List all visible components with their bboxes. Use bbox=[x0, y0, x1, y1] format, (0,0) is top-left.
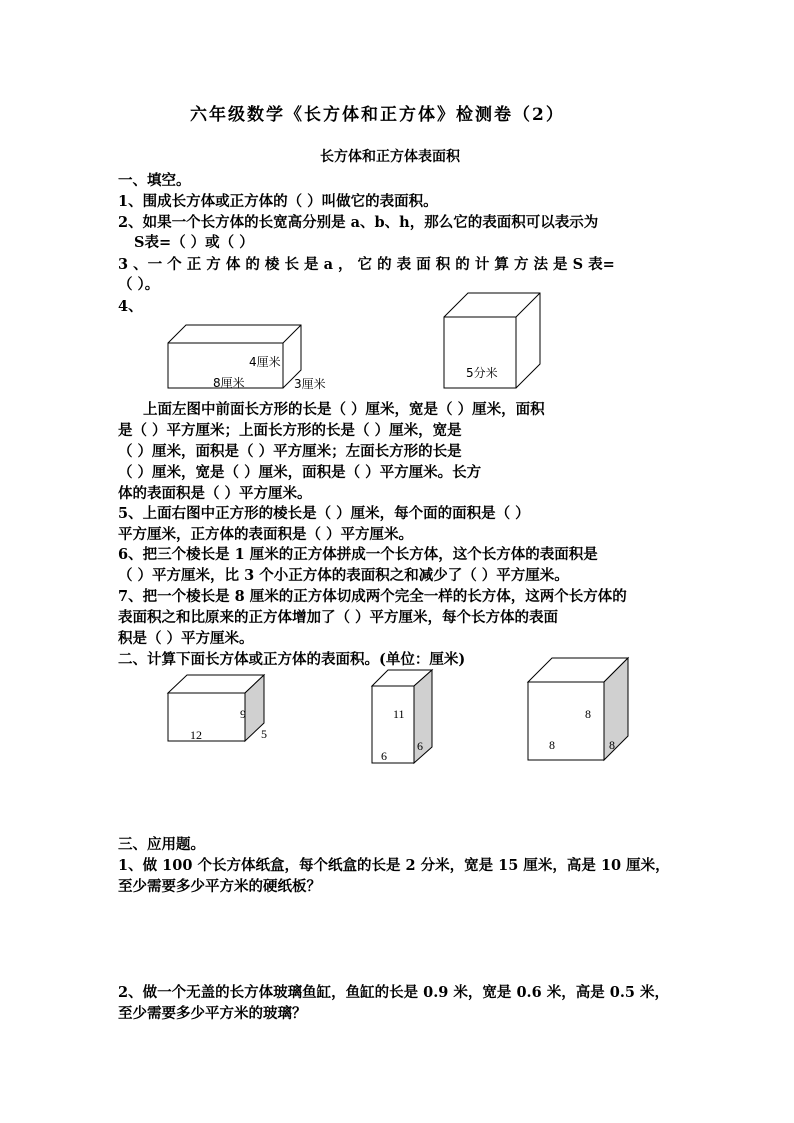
question-2-line2: S表=（ ）或（ ） bbox=[134, 234, 254, 251]
app-question-2-line2: 至少需要多少平方米的玻璃？ bbox=[118, 1005, 307, 1022]
page-title: 六年级数学《长方体和正方体》检测卷（2） bbox=[190, 105, 565, 125]
section1-heading: 一、填空。 bbox=[118, 172, 191, 189]
box-a-length-label: 12 bbox=[190, 728, 202, 742]
box-a-figure bbox=[168, 675, 264, 741]
question-4-label: 4、 bbox=[118, 298, 143, 315]
section3-heading: 三、应用题。 bbox=[118, 836, 205, 853]
box-b-width-label: 6 bbox=[417, 739, 423, 753]
page-subtitle: 长方体和正方体表面积 bbox=[320, 149, 460, 165]
q4-para-line5: 体的表面积是（ ）平方厘米。 bbox=[118, 485, 312, 502]
question-3-line2: （ ）。 bbox=[118, 276, 160, 293]
q4-para-line1: 上面左图中前面长方形的长是（ ）厘米，宽是（ ）厘米，面积 bbox=[143, 401, 545, 418]
cube-edge-label: 5分米 bbox=[466, 366, 498, 380]
q4-para-line2: 是（ ）平方厘米；上面长方形的长是（ ）厘米，宽是 bbox=[118, 422, 462, 439]
cuboid-height-label: 4厘米 bbox=[249, 355, 281, 369]
q4-para-line4: （ ）厘米，宽是（ ）厘米，面积是（ ）平方厘米。长方 bbox=[118, 464, 482, 481]
question-7-line2: 表面积之和比原来的正方体增加了（ ）平方厘米，每个长方体的表面 bbox=[118, 609, 559, 626]
app-question-1-line2: 至少需要多少平方米的硬纸板？ bbox=[118, 878, 321, 895]
question-7-line1: 7、把一个棱长是 8 厘米的正方体切成两个完全一样的长方体，这两个长方体的 bbox=[118, 588, 627, 605]
box-b-height-label: 11 bbox=[393, 707, 405, 721]
box-a-width-label: 5 bbox=[261, 727, 267, 741]
question-6-line1: 6、把三个棱长是 1 厘米的正方体拼成一个长方体，这个长方体的表面积是 bbox=[118, 546, 598, 563]
q4-para-line3: （ ）厘米，面积是（ ）平方厘米；左面长方形的长是 bbox=[118, 443, 462, 460]
app-question-1-line1: 1、做 100 个长方体纸盒，每个纸盒的长是 2 分米，宽是 15 厘米，高是 10 厘米， bbox=[118, 857, 670, 874]
question-1: 1、围成长方体或正方体的（ ）叫做它的表面积。 bbox=[118, 193, 438, 210]
question-5-line1: 5、上面右图中正方形的棱长是（ ）厘米，每个面的面积是（ ） bbox=[118, 505, 530, 522]
section2-heading: 二、计算下面长方体或正方体的表面积。(单位：厘米) bbox=[118, 651, 466, 668]
app-question-2-line1: 2、做一个无盖的长方体玻璃鱼缸，鱼缸的长是 0.9 米，宽是 0.6 米，高是 0.5 米， bbox=[118, 984, 670, 1001]
box-c-edge3-label: 8 bbox=[609, 738, 615, 752]
question-5-line2: 平方厘米，正方体的表面积是（ ）平方厘米。 bbox=[118, 526, 414, 543]
box-a-height-label: 9 bbox=[240, 707, 246, 721]
question-6-line2: （ ）平方厘米，比 3 个小正方体的表面积之和减少了（ ）平方厘米。 bbox=[118, 567, 569, 584]
question-2-line1: 2、如果一个长方体的长宽高分别是 a、b、h，那么它的表面积可以表示为 bbox=[118, 214, 599, 231]
box-b-length-label: 6 bbox=[381, 749, 387, 763]
question-7-line3: 积是（ ）平方厘米。 bbox=[118, 630, 254, 647]
box-c-edge2-label: 8 bbox=[549, 738, 555, 752]
box-c-edge1-label: 8 bbox=[585, 707, 591, 721]
question-3-line1: 3 、一 个 正 方 体 的 棱 长 是 a ， 它 的 表 面 积 的 计 算 方 法 是 S 表= bbox=[118, 256, 615, 273]
cuboid-width-label: 3厘米 bbox=[294, 377, 326, 391]
cuboid-length-label: 8厘米 bbox=[213, 376, 245, 390]
